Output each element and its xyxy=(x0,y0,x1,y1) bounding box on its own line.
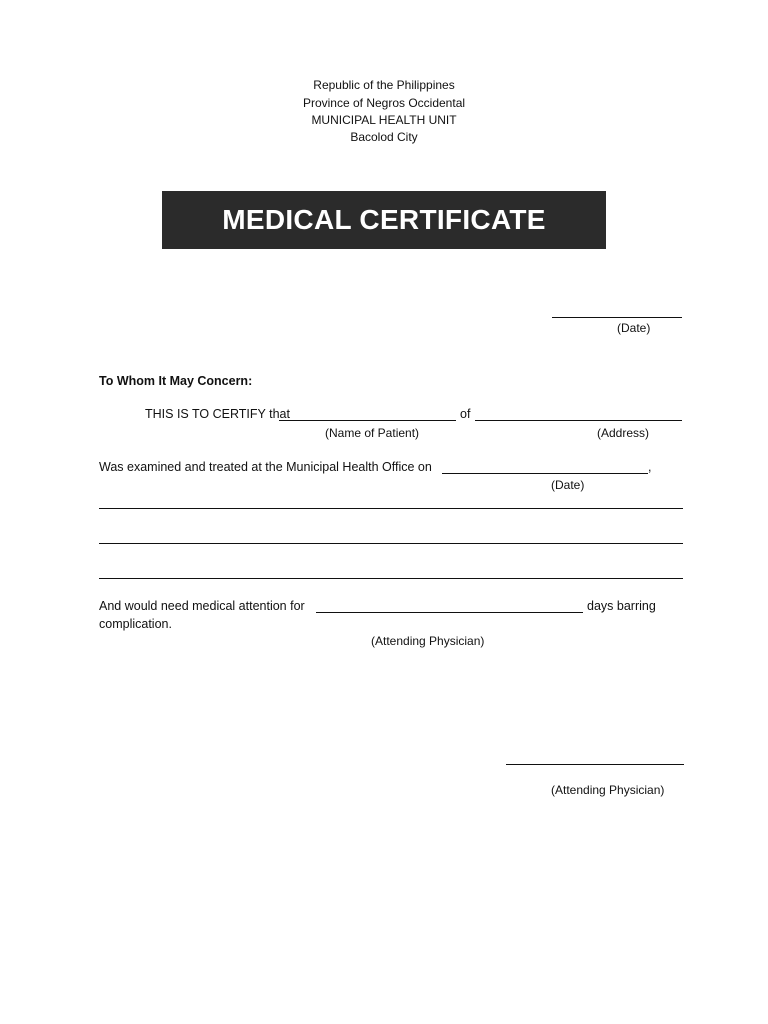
diagnosis-line-1[interactable] xyxy=(99,508,683,509)
examined-comma: , xyxy=(648,460,652,474)
signature-caption: (Attending Physician) xyxy=(551,783,665,797)
address-caption: (Address) xyxy=(597,426,650,440)
attention-days-blank[interactable] xyxy=(316,612,583,613)
attention-physician-caption: (Attending Physician) xyxy=(371,634,485,648)
attention-suffix: days barring xyxy=(587,599,656,613)
examined-text: Was examined and treated at the Municipal Health Office on xyxy=(99,460,432,474)
physician-signature-blank[interactable] xyxy=(506,764,684,765)
diagnosis-line-3[interactable] xyxy=(99,578,683,579)
salutation: To Whom It May Concern: xyxy=(99,374,253,388)
header-province: Province of Negros Occidental xyxy=(302,96,466,110)
patient-address-blank[interactable] xyxy=(475,420,682,421)
header-republic: Republic of the Philippines xyxy=(313,78,455,92)
date-caption: (Date) xyxy=(617,321,651,335)
certificate-title-banner xyxy=(162,191,606,249)
header-unit: MUNICIPAL HEALTH UNIT xyxy=(311,113,457,127)
attention-prefix: And would need medical attention for xyxy=(99,599,305,613)
examination-date-caption: (Date) xyxy=(551,478,585,492)
name-of-patient-caption: (Name of Patient) xyxy=(325,426,420,440)
examination-date-blank[interactable] xyxy=(442,473,648,474)
certify-of: of xyxy=(460,407,471,421)
header-city: Bacolod City xyxy=(350,130,418,144)
date-blank[interactable] xyxy=(552,317,682,318)
certificate-title: MEDICAL CERTIFICATE xyxy=(222,204,546,235)
patient-name-blank[interactable] xyxy=(279,420,456,421)
attention-complication: complication. xyxy=(99,617,172,631)
certify-prefix: THIS IS TO CERTIFY that xyxy=(145,407,290,421)
diagnosis-line-2[interactable] xyxy=(99,543,683,544)
